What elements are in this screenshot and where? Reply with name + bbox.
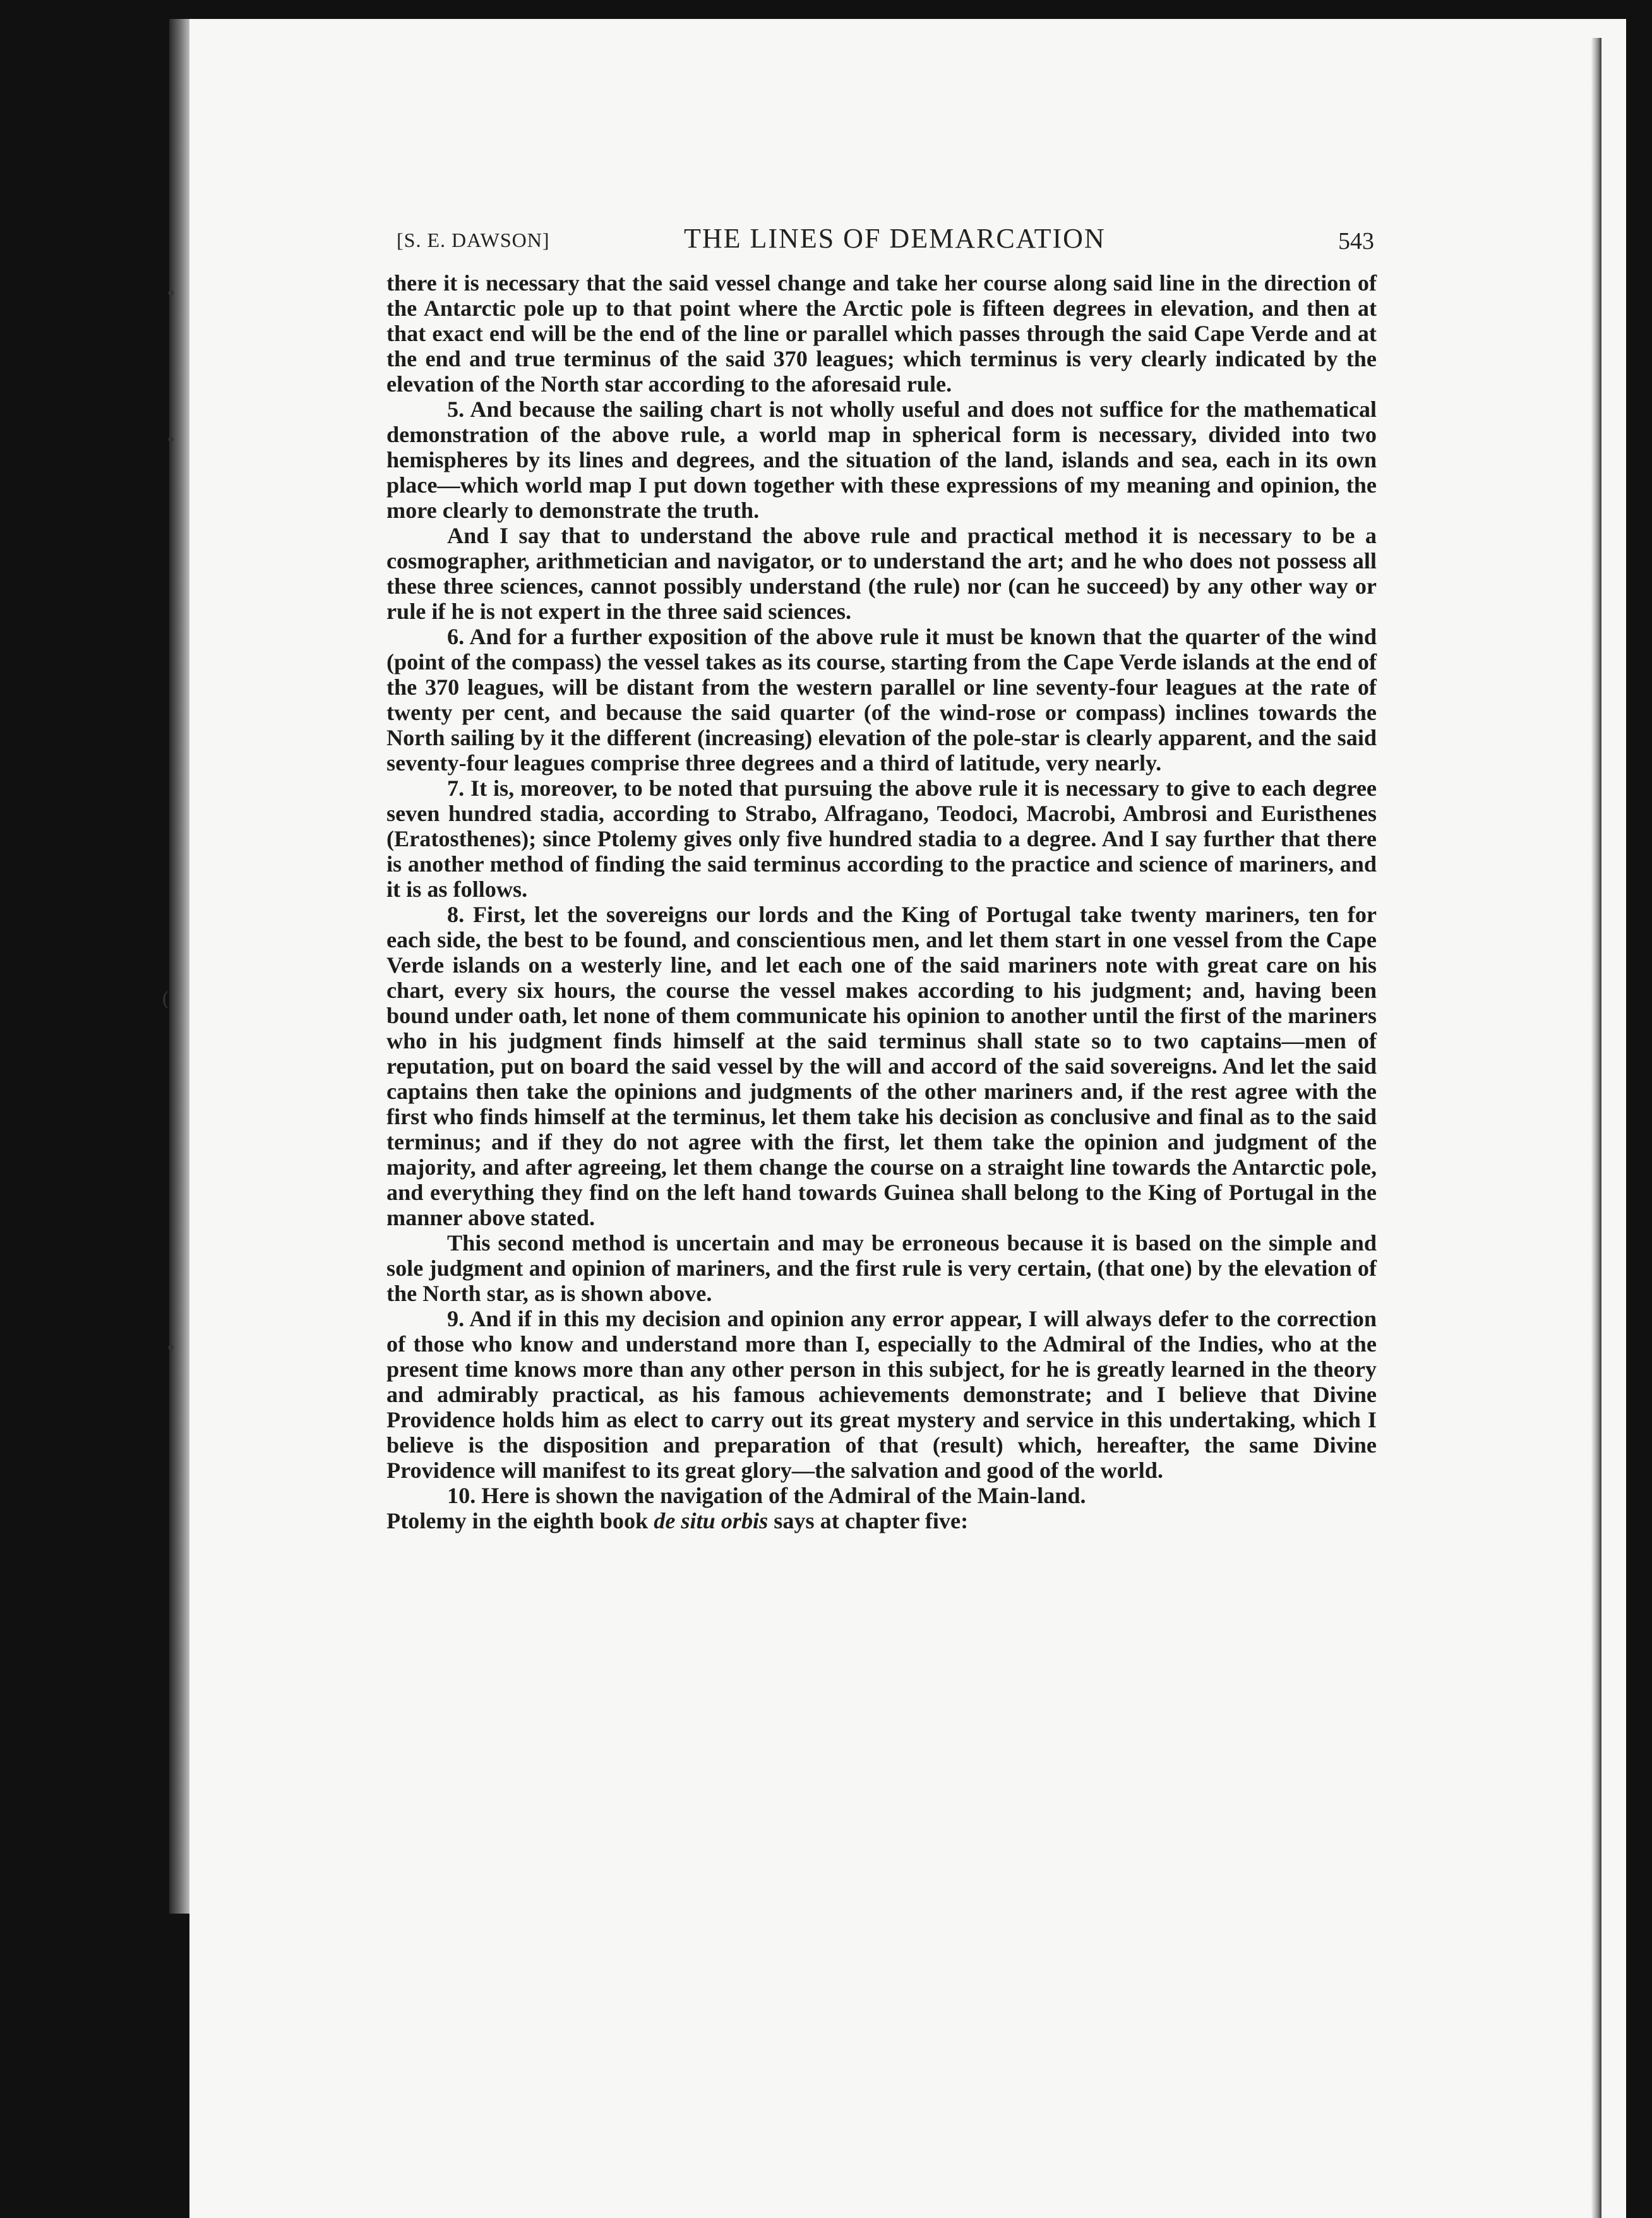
paragraph-last-line (386, 1508, 1377, 1533)
italic-title: de situ orbis (654, 1508, 769, 1533)
paragraph: there it is necessary that the said vessel change and take her course along said line in the direction of the Antarctic pole up to that point where the Arctic pole is fifteen degrees in elevation, and then at that exact end will be the end of the line or parallel which passes through the said Cape Verde and at the end and true terminus of the said 370 leagues; which terminus is very clearly indicated by the elevation of the North star according to the aforesaid rule. (386, 270, 1377, 397)
margin-mark: • (165, 1338, 177, 1360)
paragraph: This second method is uncertain and may be erroneous because it is based on the simple and sole judgment and opinion of mariners, and the first rule is very certain, (that one) by the elevation of the North star, as is shown above. (386, 1230, 1377, 1306)
body-text (386, 270, 1377, 1533)
running-header (397, 222, 1374, 260)
margin-mark: ( (162, 988, 169, 1010)
paragraph: 6. And for a further exposition of the above rule it must be known that the quarter of the wind (point of the compass) the vessel takes as its course, starting from the Cape Verde islands at the end of the 370 leagues, will be distant from the western parallel or line seventy-four leagues at the rate of twenty per cent, and because the said quarter (of the wind-rose or compass) inclines towards the North sailing by it the different (increasing) elevation of the pole-star is clearly apparent, and the said seventy-four leagues comprise three degrees and a third of latitude, very nearly. (386, 624, 1377, 776)
paragraph: 9. And if in this my decision and opinion any error appear, I will always defer to the correction of those who know and understand more than I, especially to the Admiral of the Indies, who at the present time knows more than any other person in this subject, for he is greatly learned in the theory and admirably practical, as his famous achievements demonstrate; and I believe that Divine Providence holds him as elect to carry out its great mystery and service in this undertaking, which I believe is the disposition and preparation of that (result) which, hereafter, the same Divine Providence will manifest to its great glory—the salvation and good of the world. (386, 1306, 1377, 1483)
margin-mark: • (165, 429, 177, 452)
paragraph: 10. Here is shown the navigation of the Admiral of the Main-land. (447, 1483, 1086, 1508)
running-title: THE LINES OF DEMARCATION (684, 223, 1106, 254)
paragraph: And I say that to understand the above rule and practical method it is necessary to be a cosmographer, arithmetician and navigator, or to understand the art; and he who does not possess all these three sciences, cannot possibly understand (the rule) nor (can he succeed) by any other way or rule if he is not expert in the three said sciences. (386, 523, 1377, 624)
page-edge (1591, 38, 1601, 2218)
text-run: Ptolemy in the eighth book (386, 1508, 654, 1533)
page-number: 543 (1338, 228, 1374, 255)
paragraph: 8. First, let the sovereigns our lords and the King of Portugal take twenty mariners, ten for each side, the best to be found, and conscientious men, and let them start in one vessel from the Cape Verde islands on a westerly line, and let each one of the said mariners note with great care on his chart, every six hours, the course the vessel makes according to his judgment; and, having been bound under oath, let none of them communicate his opinion to another until the first of the mariners who in his judgment finds himself at the said terminus shall state so to two captains—men of reputation, put on board the said vessel by the will and accord of the said sovereigns. And let the said captains then take the opinions and judgments of the other mariners and, if the rest agree with the first who finds himself at the terminus, let them take his decision as conclusive and final as to the said terminus; and if they do not agree with the first, let them take the opinion and judgment of the majority, and after agreeing, let them change the course on a straight line towards the Antarctic pole, and everything they find on the left hand towards Guinea shall belong to the King of Portugal in the manner above stated. (386, 902, 1377, 1230)
paragraph: 5. And because the sailing chart is not wholly useful and does not suffice for the mathematical demonstration of the above rule, a world map in spherical form is necessary, divided into two hemispheres by its lines and degrees, and the situation of the land, islands and sea, each in its own place—which world map I put down together with these expressions of my meaning and opinion, the more clearly to demonstrate the truth. (386, 397, 1377, 523)
text-run: says at chapter five: (768, 1508, 969, 1533)
margin-mark: • (165, 283, 177, 305)
author-tag: [S. E. DAWSON] (397, 229, 550, 251)
paragraph: 7. It is, moreover, to be noted that pursuing the above rule it is necessary to give to each degree seven hundred stadia, according to Strabo, Alfragano, Teodoci, Macrobi, Ambrosi and Euristhenes (Eratosthenes); since Ptolemy gives only five hundred stadia to a degree. And I say further that there is another method of finding the said terminus according to the practice and science of mariners, and it is as follows. (386, 776, 1377, 902)
